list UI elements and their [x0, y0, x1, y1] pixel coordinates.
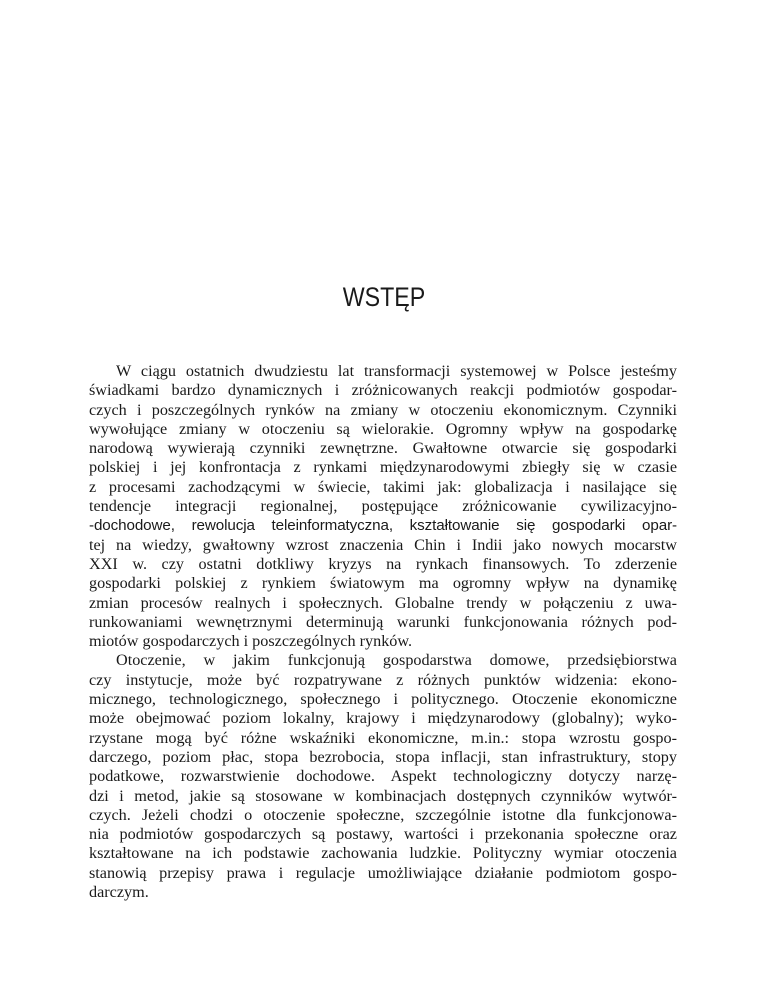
paragraph-1 [89, 362, 677, 651]
text-line: świadkami bardzo dynamicznych i zróżnicowanych reakcji podmiotów gospodar- [89, 381, 677, 400]
text-line: dzi i metod, jakie są stosowane w kombinacjach dostępnych czynników wytwór- [89, 786, 677, 805]
chapter-title: WSTĘP [342, 282, 426, 312]
text-line: narodową wywierają czynniki zewnętrzne. Gwałtowne otwarcie się gospodarki [89, 439, 677, 458]
text-line: W ciągu ostatnich dwudziestu lat transformacji systemowej w Polsce jesteśmy [116, 362, 677, 380]
text-line: micznego, technologicznego, społecznego i politycznego. Otoczenie ekonomiczne [89, 690, 677, 709]
text-line: z procesami zachodzącymi w świecie, takimi jak: globalizacja i nasilające się [89, 477, 677, 496]
text-line: darczego, poziom płac, stopa bezrobocia, stopa inflacji, stan infrastruktury, stopy [89, 747, 677, 766]
text-line: miotów gospodarczych i poszczególnych rynków. [89, 632, 413, 651]
text-line: tendencje integracji regionalnej, postępujące zróżnicowanie cywilizacyjno- [89, 497, 677, 516]
text-line: czych. Jeżeli chodzi o otoczenie społeczne, szczególnie istotne dla funkcjonowa- [89, 805, 677, 824]
text-line: gospodarki polskiej z rynkiem światowym ma ogromny wpływ na dynamikę [89, 574, 677, 593]
text-line: czych i poszczególnych rynków na zmiany w otoczeniu ekonomicznym. Czynniki [89, 400, 677, 419]
body-text [89, 362, 677, 902]
text-line: tej na wiedzy, gwałtowny wzrost znaczenia Chin i Indii jako nowych mocarstw [89, 535, 677, 554]
text-line: darczym. [89, 883, 149, 902]
text-line: Otoczenie, w jakim funkcjonują gospodarstwa domowe, przedsiębiorstwa [116, 651, 677, 670]
text-line: czy instytucje, może być rozpatrywane z różnych punktów widzenia: ekono- [89, 670, 677, 689]
text-line: kształtowane na ich podstawie zachowania ludzkie. Polityczny wymiar otoczenia [89, 844, 677, 863]
text-line: nia podmiotów gospodarczych są postawy, wartości i przekonania społeczne oraz [89, 825, 677, 844]
text-line: wywołujące zmiany w otoczeniu są wielorakie. Ogromny wpływ na gospodarkę [89, 419, 677, 438]
text-line: zmian procesów realnych i społecznych. Globalne trendy w połączeniu z uwa- [89, 593, 677, 612]
paragraph-2 [89, 651, 677, 902]
text-line: stanowią przepisy prawa i regulacje umożliwiające działanie podmiotom gospo- [89, 863, 677, 882]
text-line: podatkowe, rozwarstwienie dochodowe. Aspekt technologiczny dotyczy narzę- [89, 767, 677, 786]
text-line: XXI w. czy ostatni dotkliwy kryzys na rynkach finansowych. To zderzenie [89, 554, 677, 573]
text-line: polskiej i jej konfrontacja z rynkami międzynarodowymi zbiegły się w czasie [89, 458, 677, 477]
text-line: -dochodowe, rewolucja teleinformatyczna, kształtowanie się gospodarki opar- [89, 517, 677, 535]
text-line: może obejmować poziom lokalny, krajowy i międzynarodowy (globalny); wyko- [89, 709, 677, 728]
text-line: runkowaniami wewnętrznymi determinują warunki funkcjonowania różnych pod- [89, 612, 677, 631]
text-line: rzystane mogą być różne wskaźniki ekonomiczne, m.in.: stopa wzrostu gospo- [89, 728, 677, 747]
